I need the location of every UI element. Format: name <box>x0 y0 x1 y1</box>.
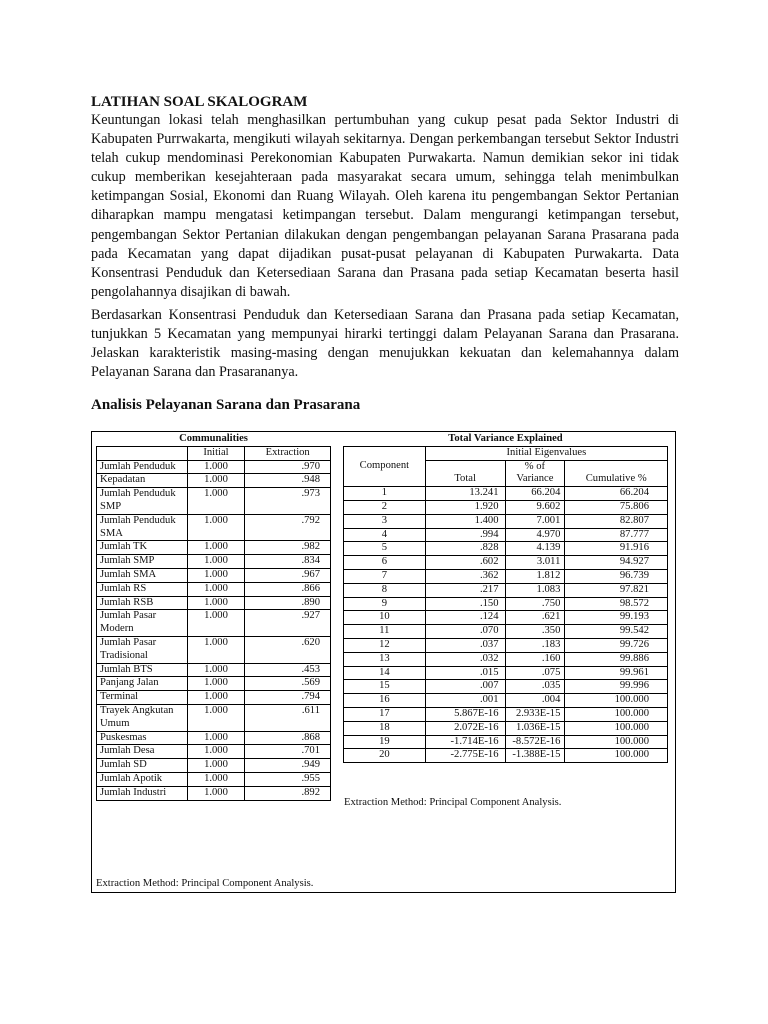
communalities-row <box>97 759 331 773</box>
header-total: Total <box>425 460 505 487</box>
initial-value: 1.000 <box>187 488 245 515</box>
cumulative-percent: 97.821 <box>565 583 668 597</box>
extraction-value: .866 <box>245 582 331 596</box>
header-percent-variance: % of Variance <box>505 460 565 487</box>
initial-value: 1.000 <box>187 555 245 569</box>
component-number: 7 <box>344 569 426 583</box>
eigenvalue-total: 1.400 <box>425 514 505 528</box>
initial-value: 1.000 <box>187 541 245 555</box>
communalities-row <box>97 474 331 488</box>
variable-label: Jumlah SMA <box>97 568 188 582</box>
component-number: 9 <box>344 597 426 611</box>
variable-label: Panjang Jalan <box>97 677 188 691</box>
cumulative-percent: 94.927 <box>565 556 668 570</box>
variable-label: Jumlah SD <box>97 759 188 773</box>
variable-label: Puskesmas <box>97 731 188 745</box>
communalities-header-initial: Initial <box>187 446 245 460</box>
communalities-row <box>97 568 331 582</box>
eigenvalue-total: .070 <box>425 625 505 639</box>
cumulative-percent: 96.739 <box>565 569 668 583</box>
percent-variance: 2.933E-15 <box>505 707 565 721</box>
eigenvalue-total: .015 <box>425 666 505 680</box>
cumulative-percent: 75.806 <box>565 500 668 514</box>
component-row <box>344 569 668 583</box>
initial-value: 1.000 <box>187 663 245 677</box>
communalities-row <box>97 772 331 786</box>
extraction-value: .973 <box>245 488 331 515</box>
question-paragraph: Berdasarkan Konsentrasi Penduduk dan Ketersediaan Sarana dan Prasana pada setiap Kecamatan, tunjukkan 5 Kecamatan yang mempunyai hirarki tertinggi dalam Pelayanan Sarana dan Prasarana. Jelaskan karakteristik masing-masing dengan menujukkan kekuatan dan kelemahannya dalam Pelayanan Sarana dan Prasarananya. <box>91 307 679 381</box>
extraction-value: .794 <box>245 691 331 705</box>
percent-variance: .183 <box>505 638 565 652</box>
communalities-row <box>97 488 331 515</box>
variable-label: Jumlah RS <box>97 582 188 596</box>
component-row <box>344 542 668 556</box>
communalities-row <box>97 691 331 705</box>
communalities-body <box>97 460 331 800</box>
percent-variance: .160 <box>505 652 565 666</box>
eigenvalue-total: .150 <box>425 597 505 611</box>
component-number: 13 <box>344 652 426 666</box>
initial-value: 1.000 <box>187 568 245 582</box>
cumulative-percent: 100.000 <box>565 749 668 763</box>
percent-variance: 4.970 <box>505 528 565 542</box>
component-number: 4 <box>344 528 426 542</box>
variable-label: Jumlah RSB <box>97 596 188 610</box>
percent-variance: 9.602 <box>505 500 565 514</box>
component-row <box>344 556 668 570</box>
percent-variance: .075 <box>505 666 565 680</box>
variable-label: Jumlah Industri <box>97 786 188 800</box>
cumulative-percent: 99.886 <box>565 652 668 666</box>
communalities-header-extraction: Extraction <box>245 446 331 460</box>
cumulative-percent: 99.726 <box>565 638 668 652</box>
eigenvalue-total: 1.920 <box>425 500 505 514</box>
cumulative-percent: 66.204 <box>565 487 668 501</box>
percent-variance: .621 <box>505 611 565 625</box>
header-initial-eigenvalues: Initial Eigenvalues <box>425 446 667 460</box>
initial-value: 1.000 <box>187 636 245 663</box>
component-number: 16 <box>344 694 426 708</box>
component-number: 2 <box>344 500 426 514</box>
header-component: Component <box>344 446 426 486</box>
initial-value: 1.000 <box>187 514 245 541</box>
eigenvalue-total: 2.072E-16 <box>425 721 505 735</box>
cumulative-percent: 99.996 <box>565 680 668 694</box>
initial-value: 1.000 <box>187 474 245 488</box>
header-cumulative: Cumulative % <box>565 460 668 487</box>
extraction-value: .453 <box>245 663 331 677</box>
initial-value: 1.000 <box>187 596 245 610</box>
extraction-value: .792 <box>245 514 331 541</box>
extraction-value: .701 <box>245 745 331 759</box>
initial-value: 1.000 <box>187 759 245 773</box>
component-row <box>344 721 668 735</box>
component-number: 15 <box>344 680 426 694</box>
extraction-value: .955 <box>245 772 331 786</box>
extraction-value: .868 <box>245 731 331 745</box>
communalities-header-variable <box>97 446 188 460</box>
extraction-value: .892 <box>245 786 331 800</box>
component-number: 10 <box>344 611 426 625</box>
cumulative-percent: 87.777 <box>565 528 668 542</box>
extraction-value: .970 <box>245 460 331 474</box>
communalities-row <box>97 610 331 637</box>
percent-variance: .035 <box>505 680 565 694</box>
extraction-value: .949 <box>245 759 331 773</box>
eigenvalue-total: .828 <box>425 542 505 556</box>
section-heading: Analisis Pelayanan Sarana dan Prasarana <box>91 397 361 413</box>
communalities-row <box>97 541 331 555</box>
percent-variance: 4.139 <box>505 542 565 556</box>
component-number: 18 <box>344 721 426 735</box>
component-row <box>344 735 668 749</box>
eigenvalue-total: .994 <box>425 528 505 542</box>
percent-variance: 7.001 <box>505 514 565 528</box>
cumulative-percent: 91.916 <box>565 542 668 556</box>
eigenvalue-total: 5.867E-16 <box>425 707 505 721</box>
communalities-row <box>97 663 331 677</box>
eigenvalue-total: -1.714E-16 <box>425 735 505 749</box>
extraction-value: .967 <box>245 568 331 582</box>
variable-label: Trayek Angkutan Umum <box>97 704 188 731</box>
percent-variance: 1.083 <box>505 583 565 597</box>
variable-label: Jumlah BTS <box>97 663 188 677</box>
eigenvalue-total: .362 <box>425 569 505 583</box>
component-number: 12 <box>344 638 426 652</box>
variable-label: Jumlah Penduduk SMA <box>97 514 188 541</box>
component-row <box>344 666 668 680</box>
component-row <box>344 500 668 514</box>
extraction-value: .948 <box>245 474 331 488</box>
communalities-row <box>97 731 331 745</box>
component-number: 19 <box>344 735 426 749</box>
initial-value: 1.000 <box>187 786 245 800</box>
eigenvalue-total: .217 <box>425 583 505 597</box>
communalities-row <box>97 636 331 663</box>
component-row <box>344 652 668 666</box>
component-row <box>344 625 668 639</box>
percent-variance: -8.572E-16 <box>505 735 565 749</box>
extraction-value: .834 <box>245 555 331 569</box>
component-row <box>344 487 668 501</box>
component-row <box>344 707 668 721</box>
communalities-row <box>97 460 331 474</box>
percent-variance: .350 <box>505 625 565 639</box>
variable-label: Jumlah TK <box>97 541 188 555</box>
variable-label: Jumlah Penduduk SMP <box>97 488 188 515</box>
initial-value: 1.000 <box>187 745 245 759</box>
component-row <box>344 680 668 694</box>
eigenvalue-total: .032 <box>425 652 505 666</box>
percent-variance: -1.388E-15 <box>505 749 565 763</box>
communalities-footnote: Extraction Method: Principal Component Analysis. <box>96 878 314 889</box>
component-number: 11 <box>344 625 426 639</box>
eigenvalue-total: 13.241 <box>425 487 505 501</box>
component-row <box>344 583 668 597</box>
component-row <box>344 749 668 763</box>
percent-variance: 1.812 <box>505 569 565 583</box>
initial-value: 1.000 <box>187 691 245 705</box>
total-variance-table <box>343 433 668 763</box>
component-number: 14 <box>344 666 426 680</box>
component-row <box>344 514 668 528</box>
cumulative-percent: 99.193 <box>565 611 668 625</box>
percent-variance: 3.011 <box>505 556 565 570</box>
eigenvalue-total: .001 <box>425 694 505 708</box>
extraction-value: .569 <box>245 677 331 691</box>
variable-label: Jumlah SMP <box>97 555 188 569</box>
cumulative-percent: 99.961 <box>565 666 668 680</box>
variable-label: Kepadatan <box>97 474 188 488</box>
component-number: 3 <box>344 514 426 528</box>
variable-label: Jumlah Pasar Tradisional <box>97 636 188 663</box>
component-number: 8 <box>344 583 426 597</box>
communalities-row <box>97 704 331 731</box>
cumulative-percent: 100.000 <box>565 694 668 708</box>
eigenvalue-total: .124 <box>425 611 505 625</box>
total-variance-body <box>344 487 668 763</box>
component-number: 20 <box>344 749 426 763</box>
extraction-value: .620 <box>245 636 331 663</box>
component-row <box>344 597 668 611</box>
component-number: 5 <box>344 542 426 556</box>
eigenvalue-total: .007 <box>425 680 505 694</box>
variable-label: Jumlah Penduduk <box>97 460 188 474</box>
component-number: 1 <box>344 487 426 501</box>
percent-variance: .004 <box>505 694 565 708</box>
cumulative-percent: 82.807 <box>565 514 668 528</box>
cumulative-percent: 100.000 <box>565 707 668 721</box>
communalities-row <box>97 555 331 569</box>
total-variance-title: Total Variance Explained <box>344 433 668 446</box>
percent-variance: 1.036E-15 <box>505 721 565 735</box>
initial-value: 1.000 <box>187 582 245 596</box>
communalities-row <box>97 745 331 759</box>
initial-value: 1.000 <box>187 772 245 786</box>
extraction-value: .982 <box>245 541 331 555</box>
variable-label: Jumlah Pasar Modern <box>97 610 188 637</box>
eigenvalue-total: .602 <box>425 556 505 570</box>
communalities-row <box>97 677 331 691</box>
component-number: 6 <box>344 556 426 570</box>
communalities-row <box>97 514 331 541</box>
component-row <box>344 611 668 625</box>
extraction-value: .890 <box>245 596 331 610</box>
cumulative-percent: 100.000 <box>565 721 668 735</box>
variable-label: Terminal <box>97 691 188 705</box>
extraction-value: .927 <box>245 610 331 637</box>
component-row <box>344 638 668 652</box>
communalities-title: Communalities <box>97 433 331 446</box>
component-number: 17 <box>344 707 426 721</box>
initial-value: 1.000 <box>187 704 245 731</box>
cumulative-percent: 99.542 <box>565 625 668 639</box>
total-variance-footnote: Extraction Method: Principal Component Analysis. <box>344 797 562 808</box>
variable-label: Jumlah Desa <box>97 745 188 759</box>
initial-value: 1.000 <box>187 460 245 474</box>
cumulative-percent: 100.000 <box>565 735 668 749</box>
percent-variance: .750 <box>505 597 565 611</box>
cumulative-percent: 98.572 <box>565 597 668 611</box>
communalities-row <box>97 582 331 596</box>
eigenvalue-total: -2.775E-16 <box>425 749 505 763</box>
initial-value: 1.000 <box>187 677 245 691</box>
communalities-row <box>97 596 331 610</box>
component-row <box>344 528 668 542</box>
initial-value: 1.000 <box>187 731 245 745</box>
component-row <box>344 694 668 708</box>
document-title: LATIHAN SOAL SKALOGRAM <box>91 94 308 110</box>
eigenvalue-total: .037 <box>425 638 505 652</box>
initial-value: 1.000 <box>187 610 245 637</box>
intro-paragraph: Keuntungan lokasi telah menghasilkan pertumbuhan yang cukup pesat pada Sektor Industri di Kabupaten Purrwakarta, mengikuti wilayah sekitarnya. Dengan perkembangan tersebut Sektor Industri telah cukup mendominasi Perekonomian Kabupaten Purwakarta. Namun demikian sekor ini tidak cukup memberikan kesejahteraan pada masyarakat secara umum, sehingga telah menimbulkan ketimpangan Sosial, Ekonomi dan Ruang Wilayah. Oleh karena itu pengembangan Sektor Pertanian diharapkan mampu mengatasi ketimpangan tersebut. Dalam mengurangi ketimpangan tersebut, pengembangan Sektor Pertanian dilakukan dengan pengembangan pelayanan Sarana Prasarana pada pada Kecamatan yang dapat dijadikan pusat-pusat pelayanan di Kabupaten Purwakarta. Data Konsentrasi Penduduk dan Ketersediaan Sarana dan Prasana pada setiap Kecamatan beserta hasil pengolahannya disajikan di bawah. <box>91 112 679 300</box>
communalities-table <box>96 433 331 801</box>
variable-label: Jumlah Apotik <box>97 772 188 786</box>
communalities-row <box>97 786 331 800</box>
extraction-value: .611 <box>245 704 331 731</box>
percent-variance: 66.204 <box>505 487 565 501</box>
